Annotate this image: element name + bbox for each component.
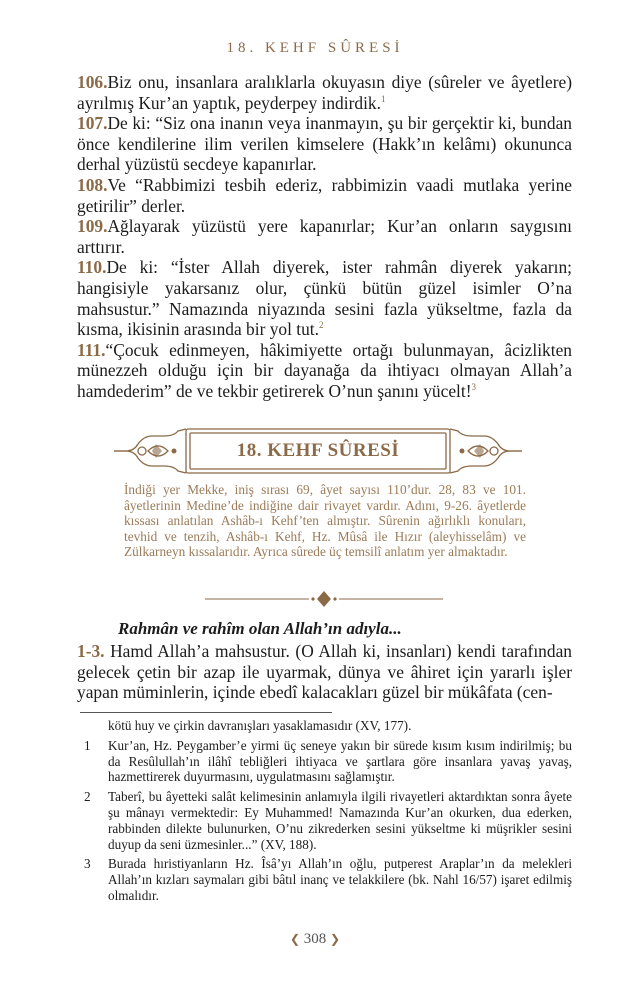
footnote-marker[interactable]: 1 bbox=[380, 93, 386, 104]
verses-block bbox=[77, 72, 572, 402]
verse-111 bbox=[77, 340, 572, 402]
verse-107 bbox=[77, 113, 572, 175]
verse-106 bbox=[77, 72, 572, 113]
footnote-marker[interactable]: 2 bbox=[319, 320, 324, 331]
surah-title: 18. KEHF SÛRESİ bbox=[236, 440, 400, 461]
footnote-text: Burada hıristiyanların Hz. Îsâ’yı Allah’ın oğlu, putperest Araplar’ın da melekleri Allah’ın kızları saymaları gibi bâtıl inanç ve telakkilere (bk. Nahl 16/57) işaret edilmiş olmalıdır. bbox=[108, 856, 572, 903]
verse-1-3 bbox=[77, 641, 572, 703]
page-number-area bbox=[0, 931, 630, 948]
footnote-number: 1 bbox=[84, 737, 91, 753]
footnote-text: Taberî, bu âyetteki salât kelimesinin anlamıyla ilgili rivayetleri aktardıktan sonra âyete şu mânayı vermektedir: Ey Muhammed! Namazında Kur’an okurken, dua ederken, rabbinden dilekte bulunurken, O’nu zikrederken sesini yükseltme ki müşrikler sesini duyup da seni üzmesinler...” (XV, 188). bbox=[108, 789, 572, 852]
footnote-number: 2 bbox=[84, 789, 91, 805]
ornament-divider bbox=[205, 590, 443, 608]
verse-text: De ki: “İster Allah diyerek, ister rahmân diyerek yakarın; hangisiyle yakarsanız olur, çünkü bütün güzel isimler O’na mahsustur.” Namazında niyazında sesini fazla yükseltme, fazla da kısma, ikisinin arasında bir yol tut. bbox=[77, 257, 572, 340]
verse-number: 108. bbox=[77, 174, 108, 195]
footnote-3 bbox=[80, 856, 572, 903]
running-head: 18. KEHF SÛRESİ bbox=[226, 40, 404, 56]
ornament-left-icon: ❮ bbox=[289, 932, 300, 946]
verse-number: 111. bbox=[77, 339, 106, 360]
verse-number: 106. bbox=[77, 72, 108, 92]
verse-text: De ki: “Siz ona inanın veya inanmayın, şu bir gerçektir ki, bundan önce kendilerine ilim verilen kimselere (Hakk’ın kelâmı) okununca derhal yüzüstü secdeye kapanırlar. bbox=[77, 113, 572, 175]
surah-intro: İndiği yer Mekke, iniş sırası 69, âyet sayısı 110’dur. 28, 83 ve 101. âyetlerinin Medine’de indiğine dair rivayet vardır. Adını, 9-26. âyetlerde kıssası anlatılan Ashâb-ı Kehf’ten almıştır. Sûrenin ağırlıklı konuları, tevhid ve tenzih, Ashâb-ı Kehf, Hz. Mûsâ ile Hızır (aleyhisselâm) ve Zülkarneyn kıssalarıdır. Ayrıca sûrede üç temsilî anlatım yer almaktadır. bbox=[124, 482, 526, 560]
verse-number: 107. bbox=[77, 113, 108, 134]
footnote-marker[interactable]: 3 bbox=[471, 382, 477, 393]
footnote-1 bbox=[80, 738, 572, 785]
verse-text: Hamd Allah’a mahsustur. (O Allah ki, insanları) kendi tarafından gelecek çetin bir azap ile uyarmak, dünya ve âhiret için yararlı işler yapan müminlerin, içinde ebedî kalacakları güzel bir mükâfata (cen- bbox=[77, 641, 572, 703]
footnote-rule bbox=[80, 712, 332, 713]
verse-number: 1-3. bbox=[77, 641, 105, 661]
footnote-continued: kötü huy ve çirkin davranışları yasaklamasıdır (XV, 177). bbox=[108, 718, 412, 733]
verse-text: Ve “Rabbimizi tesbih ederiz, rabbimizin vaadi mutlaka yerine getirilir” derler. bbox=[77, 174, 572, 216]
ornament-right-icon: ❯ bbox=[330, 932, 341, 946]
verse-109 bbox=[77, 216, 572, 257]
verse-text: “Çocuk edinmeyen, hâkimiyette ortağı bulunmayan, âcizlikten münezzeh olduğu için bir dayanağa da ihtiyacı olmayan Allah’a hamdederim” de ve tekbir getirerek O’nun şanını yücelt! bbox=[77, 339, 572, 401]
surah-title-banner bbox=[112, 426, 524, 476]
footnote-2 bbox=[80, 789, 572, 852]
footnote-text: Kur’an, Hz. Peygamber’e yirmi üç seneye yakın bir sürede kısım kısım indirilmiş; bu da Resûlullah’ın ilâhî tebliğleri ihtiyaca ve şartlara göre insanlara yavaş yavaş, hazmettirerek duyurmasını, uygulatmasını sağlamıştır. bbox=[108, 737, 572, 785]
verse-108 bbox=[77, 175, 572, 216]
besmele: Rahmân ve rahîm olan Allah’ın adıyla... bbox=[118, 619, 402, 638]
verse-number: 109. bbox=[77, 216, 108, 237]
verse-text: Biz onu, insanlara aralıklarla okuyasın diye (sûreler ve âyetlere) ayrılmış Kur’an yaptık, peyderpey indirdik. bbox=[77, 72, 572, 113]
verse-110 bbox=[77, 257, 572, 339]
page-number: 308 bbox=[303, 931, 327, 947]
verse-number: 110. bbox=[77, 257, 107, 278]
footnote-number: 3 bbox=[84, 856, 91, 872]
footnotes bbox=[80, 718, 572, 908]
verse-text: Ağlayarak yüzüstü yere kapanırlar; Kur’an onların saygısını arttırır. bbox=[77, 216, 572, 257]
